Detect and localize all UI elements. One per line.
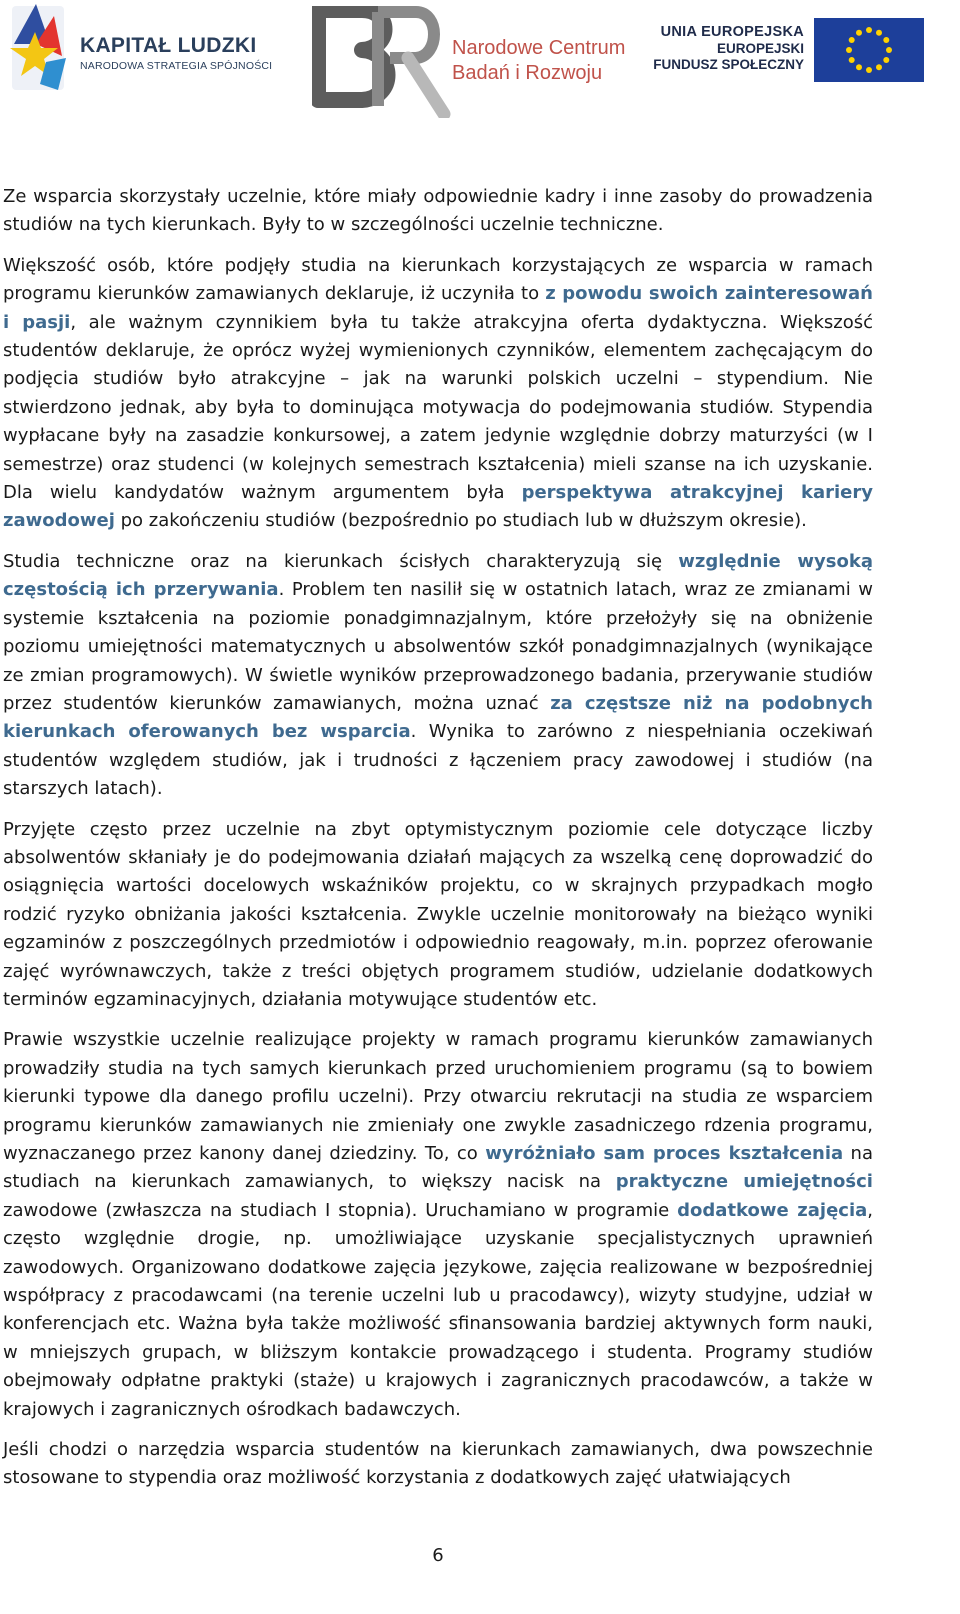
text-segment: na studiach na kierunkach zamawianych, to większy nacisk na	[3, 1143, 873, 1193]
emphasized-text: za częstsze niż na podobnych kierunkach oferowanych bez wsparcia	[3, 692, 873, 743]
text-segment: Studia techniczne oraz na kierunkach ścisłych charakteryzują się	[3, 550, 679, 572]
kapital-ludzki-emblem-icon	[6, 4, 76, 92]
text-segment: Ze wsparcia skorzystały uczelnie, które miały odpowiednie kadry i inne zasoby do prowadzenia studiów na tych kierunkach. Były to w szczególności uczelnie techniczne.	[3, 186, 873, 236]
paragraph	[3, 1026, 873, 1424]
text-segment: , ale ważnym czynnikiem była tu także atrakcyjna oferta dydaktyczna. Większość studentów deklaruje, że oprócz wyżej wymienionych czynników, elementem zachęcającym do podjęcia studiów było atrakcyjne – jak na warunki polskich uczelni – stypendium. Nie stwierdzono jednak, aby była to dominująca motywacja do podejmowania studiów. Stypendia wypłacane były na zasadzie konkursowej, a zatem jedynie względnie dobrzy maturzyści (w I semestrze) oraz studenci (w kolejnych semestrach kształcenia) mieli szanse na ich uzyskanie. Dla wielu kandydatów ważnym argumentem była	[3, 311, 873, 504]
kapital-ludzki-title: KAPITAŁ LUDZKI	[80, 34, 257, 57]
eu-flag-icon	[814, 18, 924, 82]
document-body	[3, 183, 873, 1505]
paragraph	[3, 1436, 873, 1493]
kapital-ludzki-subtitle: NARODOWA STRATEGIA SPÓJNOŚCI	[80, 60, 273, 72]
text-segment: . Wynika to zarówno z niespełniania oczekiwań studentów względem studiów, jak i trudności z łączeniem pracy zawodowej i studiów (na starszych latach).	[3, 721, 873, 800]
text-segment: . Problem ten nasilił się w ostatnich latach, wraz ze zmianami w systemie kształcenia na poziomie ponadgimnazjalnym, które przełożyły się na obniżenie poziomu umiejętności matematycznych u absolwentów szkół ponadgimnazjalnych (wynikające ze zmian programowych). W świetle wyników przeprowadzonego badania, przerywanie studiów przez studentów kierunków zamawianych, można uznać	[3, 579, 873, 714]
text-segment: Jeśli chodzi o narzędzia wsparcia studentów na kierunkach zamawianych, dwa powszechnie stosowane to stypendia oraz możliwość korzystania z dodatkowych zajęć ułatwiających	[3, 1439, 873, 1489]
text-segment: po zakończeniu studiów (bezpośrednio po studiach lub w dłuższym okresie).	[114, 510, 807, 532]
ncbr-name-line2: Badań i Rozwoju	[452, 62, 603, 84]
emphasized-text: dodatkowe zajęcia	[677, 1199, 868, 1221]
text-segment: Prawie wszystkie uczelnie realizujące projekty w ramach programu kierunków zamawianych prowadziły studia na tych samych kierunkach przed uruchomieniem programu (są to bowiem kierunki typowe dla danego profilu uczelni). Przy otwarciu rekrutacji na studia ze wsparciem programu kierunków zamawianych nie zmieniały one zwykle zasadniczego rdzenia programu, wyznaczanego przez kanony danej dziedziny. To, co	[3, 1029, 873, 1164]
paragraph	[3, 252, 873, 536]
text-segment: Przyjęte często przez uczelnie na zbyt optymistycznym poziomie cele dotyczące liczby absolwentów skłaniały je do podejmowania działań mających za wszelką cenę doprowadzić do osiągnięcia wartości docelowych wskaźników projektu, co w skrajnych przypadkach mogło rodzić ryzyko obniżania jakości kształcenia. Zwykle uczelnie monitorowały na bieżąco wyniki egzaminów z poszczególnych przedmiotów i odpowiednio reagowały, m.in. poprzez oferowanie zajęć wyrównawczych, także z treści objętych programem studiów, udzielanie dodatkowych terminów egzaminacyjnych, działania motywujące studentów etc.	[3, 818, 873, 1010]
page-header	[0, 0, 960, 125]
emphasized-text: wyróżniało sam proces kształcenia	[485, 1143, 844, 1164]
eu-line2: EUROPEJSKI	[716, 41, 804, 56]
eu-logo	[648, 14, 928, 86]
ncbr-name	[452, 36, 625, 86]
paragraph	[3, 183, 873, 240]
ncbr-name-line1: Narodowe Centrum	[452, 37, 626, 59]
eu-line1: UNIA EUROPEJSKA	[660, 24, 804, 40]
paragraph	[3, 816, 873, 1015]
page-number: 6	[432, 1545, 444, 1566]
ncbr-logo	[312, 6, 626, 118]
ncbr-br-mark-icon	[312, 6, 452, 118]
emphasized-text: względnie wysoką częstością ich przerywania	[3, 550, 873, 601]
kapital-ludzki-logo	[6, 4, 276, 94]
eu-text	[653, 24, 804, 73]
text-segment: Większość osób, które podjęły studia na kierunkach korzystających ze wsparcia w ramach programu kierunków zamawianych deklaruje, iż uczyniła to	[3, 254, 873, 305]
emphasized-text: perspektywa atrakcyjnej kariery zawodowej	[3, 482, 874, 532]
paragraph	[3, 548, 873, 804]
eu-line3: FUNDUSZ SPOŁECZNY	[653, 57, 804, 72]
emphasized-text: praktyczne umiejętności	[615, 1171, 873, 1193]
text-segment: zawodowe (zwłaszcza na studiach I stopnia). Uruchamiano w programie	[3, 1199, 678, 1221]
text-segment: , często względnie drogie, np. umożliwiające uzyskanie specjalistycznych uprawnień zawodowych. Organizowano dodatkowe zajęcia językowe, zajęcia realizowane w bezpośredniej współpracy z pracodawcami (na terenie uczelni lub u pracodawcy), wizyty studyjne, udział w konferencjach etc. Ważna była także możliwość sfinansowania bardziej aktywnych form nauki, w mniejszych grupach, w bliższym kontakcie prowadzącego i studenta. Programy studiów obejmowały odpłatne praktyki (staże) u krajowych i zagranicznych pracodawców, a także w krajowych i zagranicznych ośrodkach badawczych.	[3, 1199, 873, 1420]
emphasized-text: z powodu swoich zainteresowań i pasji	[3, 283, 873, 333]
